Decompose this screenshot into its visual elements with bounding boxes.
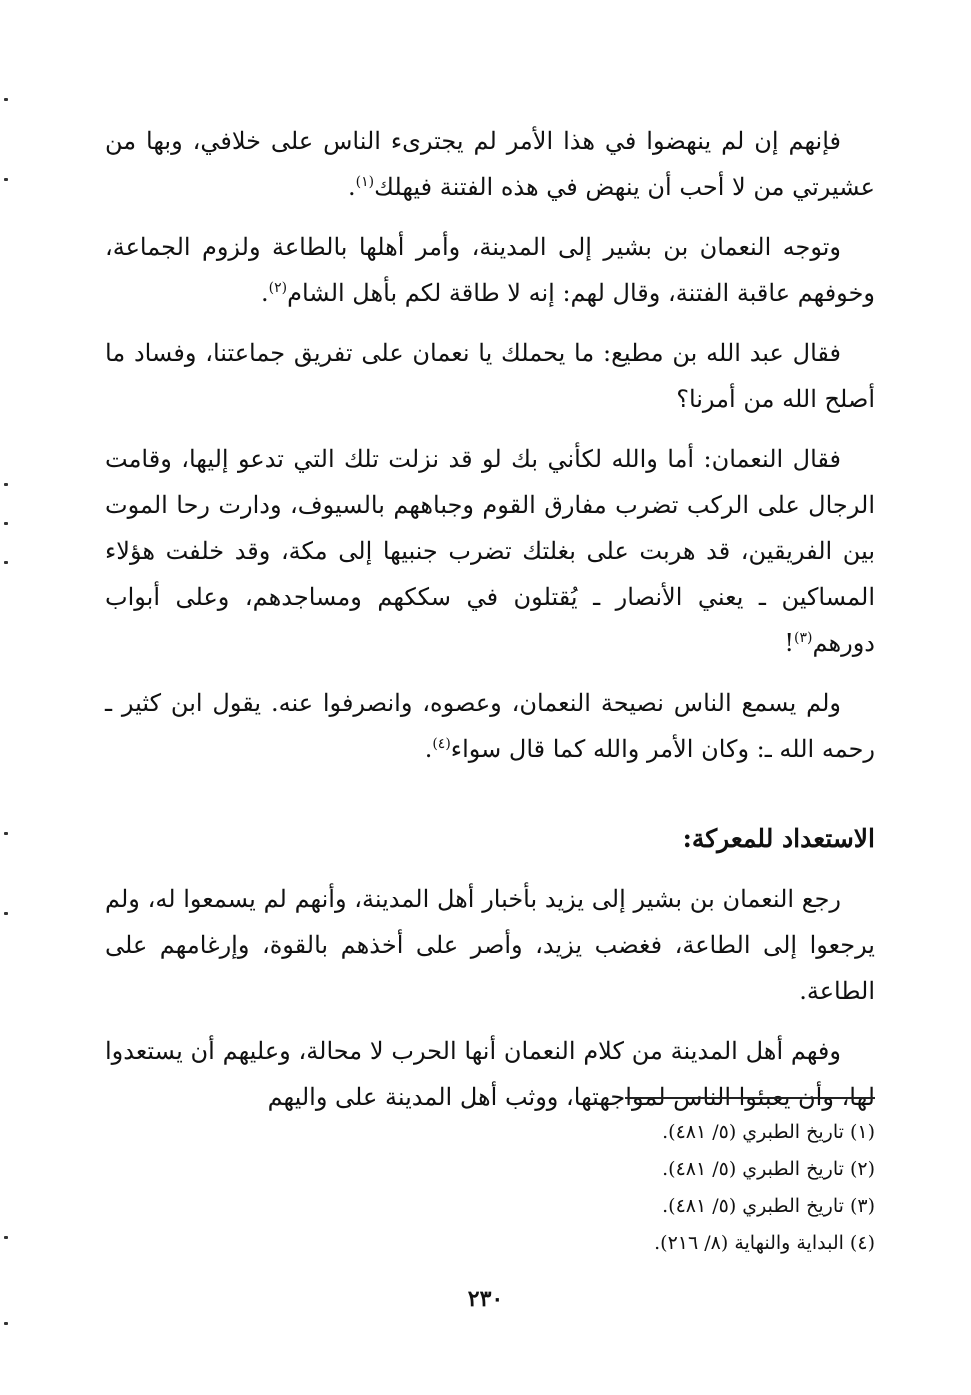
paragraph-tail: .: [348, 173, 356, 201]
footnotes: [375, 1114, 875, 1262]
paragraph-5: [105, 680, 875, 772]
scan-speck: [4, 1236, 8, 1239]
scan-speck: [4, 98, 8, 101]
scan-speck: [4, 1322, 8, 1325]
paragraph-4: [105, 436, 875, 666]
section-heading: الاستعداد للمعركة:: [682, 824, 875, 853]
paragraph-7: وفهم أهل المدينة من كلام النعمان أنها الحرب لا محالة، وعليهم أن يستعدوا لها، وأن يعبئوا الناس لمواجهتها، ووثب أهل المدينة على واليهم: [105, 1037, 875, 1111]
page-number: ٢٣٠: [467, 1286, 504, 1312]
paragraph-text: فإنهم إن لم ينهضوا في هذا الأمر لم يجترىء الناس على خلافي، وبها من عشيرتي من لا أحب أن ينهض في هذه الفتنة فيهلك: [105, 127, 875, 201]
footnote-2: (٢) تاريخ الطبري (٥/ ٤٨١).: [662, 1158, 875, 1180]
paragraph-tail: .: [261, 279, 269, 307]
scan-speck: [4, 178, 8, 181]
footnote-3: (٣) تاريخ الطبري (٥/ ٤٨١).: [662, 1195, 875, 1217]
scan-speck: [4, 483, 8, 486]
paragraph-1: [105, 118, 875, 210]
paragraph-text: فقال النعمان: أما والله لكأني بك لو قد نزلت تلك التي تدعو إليها، وقامت الرجال على الركب تضرب مفارق القوم وجباههم بالسيوف، ودارت رحا الموت بين الفريقين، قد هربت على بغلتك تضرب جنبيها إلى مكة، وقد خلفت هؤلاء المساكين ـ يعني الأنصار ـ يُقتلون في سككهم ومساجدهم، وعلى أبواب دورهم: [105, 445, 876, 657]
footnote-divider: [625, 1097, 875, 1099]
scan-speck: [4, 522, 8, 525]
footnote-ref-2: (٢): [268, 280, 288, 296]
paragraph-6: رجع النعمان بن بشير إلى يزيد بأخبار أهل المدينة، وأنهم لم يسمعوا له، ولم يرجعوا إلى الطاعة، فغضب يزيد، وأصر على أخذهم بالقوة، وإرغامهم على الطاعة.: [105, 885, 875, 1005]
footnote-ref-4: (٤): [432, 736, 451, 752]
paragraph-text: ولم يسمع الناس نصيحة النعمان، وعصوه، وانصرفوا عنه. يقول ابن كثير ـ رحمه الله ـ: وكان الأمر والله كما قال سواء: [105, 689, 875, 763]
footnote-1: (١) تاريخ الطبري (٥/ ٤٨١).: [662, 1121, 875, 1143]
paragraph-3: [105, 330, 875, 422]
paragraph-text: فقال عبد الله بن مطيع: ما يحملك يا نعمان على تفريق جماعتنا، وفساد ما أصلح الله من أمرنا؟: [105, 339, 875, 413]
paragraph-tail: !: [784, 629, 795, 657]
footnote-ref-3: (٣): [794, 630, 813, 646]
paragraph-text: وتوجه النعمان بن بشير إلى المدينة، وأمر أهلها بالطاعة ولزوم الجماعة، وخوفهم عاقبة الفتنة، وقال لهم: إنه لا طاقة لكم بأهل الشام: [105, 233, 875, 307]
scan-speck: [4, 561, 8, 564]
footnote-4: (٤) البداية والنهاية (٨/ ٢١٦).: [654, 1232, 875, 1254]
scan-speck: [4, 832, 8, 835]
main-text: [105, 118, 875, 1134]
paragraph-2: [105, 224, 875, 316]
scan-speck: [4, 912, 8, 915]
paragraph-tail: .: [424, 735, 433, 763]
footnote-ref-1: (١): [355, 174, 375, 190]
